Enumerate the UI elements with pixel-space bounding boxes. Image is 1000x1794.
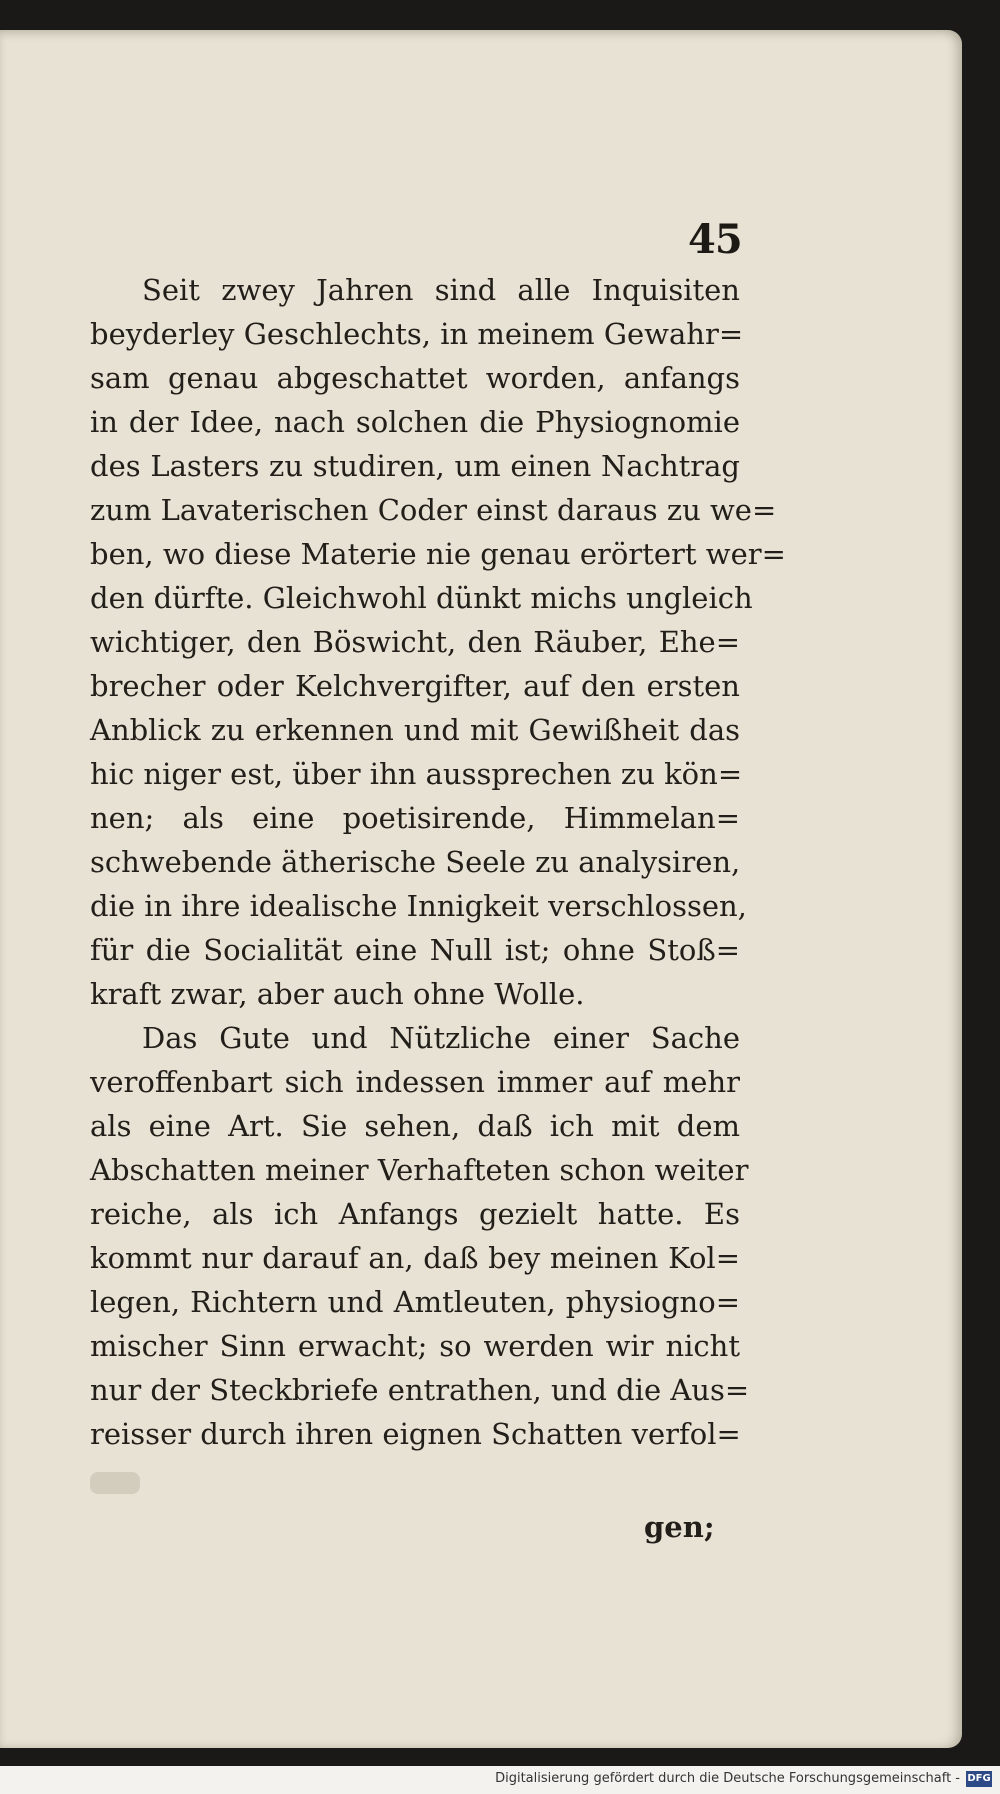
text-line: schwebende ätherische Seele zu analysiren, (90, 845, 741, 879)
text-line: legen, Richtern und Amtleuten, physiogno= (90, 1285, 740, 1319)
text-line: nur der Steckbriefe entrathen, und die Aus= (90, 1373, 750, 1407)
ink-smudge (90, 1472, 140, 1494)
text-line: Das Gute und Nützliche einer Sache (142, 1021, 740, 1055)
text-line: brecher oder Kelchvergifter, auf den ersten (90, 669, 740, 703)
text-line: die in ihre idealische Innigkeit verschlossen, (90, 889, 747, 923)
text-line: kraft zwar, aber auch ohne Wolle. (90, 977, 585, 1011)
text-line: hic niger est, über ihn aussprechen zu kön= (90, 757, 743, 791)
page-number: 45 (688, 216, 742, 263)
text-line: ben, wo diese Materie nie genau erörtert wer= (90, 537, 786, 571)
text-line: des Lasters zu studiren, um einen Nachtrag (90, 449, 740, 483)
text-line: reisser durch ihren eignen Schatten verfol= (90, 1417, 741, 1451)
text-line: als eine Art. Sie sehen, daß ich mit dem (90, 1109, 740, 1143)
text-line: Abschatten meiner Verhafteten schon weiter (90, 1153, 749, 1187)
text-line: sam genau abgeschattet worden, anfangs (90, 361, 740, 395)
text-line: mischer Sinn erwacht; so werden wir nicht (90, 1329, 740, 1363)
text-line: wichtiger, den Böswicht, den Räuber, Ehe= (90, 625, 740, 659)
text-line: beyderley Geschlechts, in meinem Gewahr= (90, 317, 744, 351)
text-line: in der Idee, nach solchen die Physiognomie (90, 405, 740, 439)
book-page (0, 30, 962, 1748)
text-line: kommt nur darauf an, daß bey meinen Kol= (90, 1241, 740, 1275)
text-line: Anblick zu erkennen und mit Gewißheit das (90, 713, 740, 747)
text-line: Seit zwey Jahren sind alle Inquisiten (142, 273, 740, 307)
text-line: veroffenbart sich indessen immer auf mehr (90, 1065, 740, 1099)
text-line: den dürfte. Gleichwohl dünkt michs ungleich (90, 581, 753, 615)
digitization-footer (0, 1766, 1000, 1794)
text-line: zum Lavaterischen Coder einst daraus zu we= (90, 493, 777, 527)
text-line: nen; als eine poetisirende, Himmelan= (90, 801, 740, 835)
catchword: gen; (644, 1510, 715, 1544)
dfg-logo-icon: DFG (966, 1771, 992, 1787)
body-text (90, 268, 786, 1456)
footer-credit: Digitalisierung gefördert durch die Deutsche Forschungsgemeinschaft - (495, 1771, 960, 1786)
text-line: reiche, als ich Anfangs gezielt hatte. Es (90, 1197, 740, 1231)
text-line: für die Socialität eine Null ist; ohne Stoß= (90, 933, 740, 967)
